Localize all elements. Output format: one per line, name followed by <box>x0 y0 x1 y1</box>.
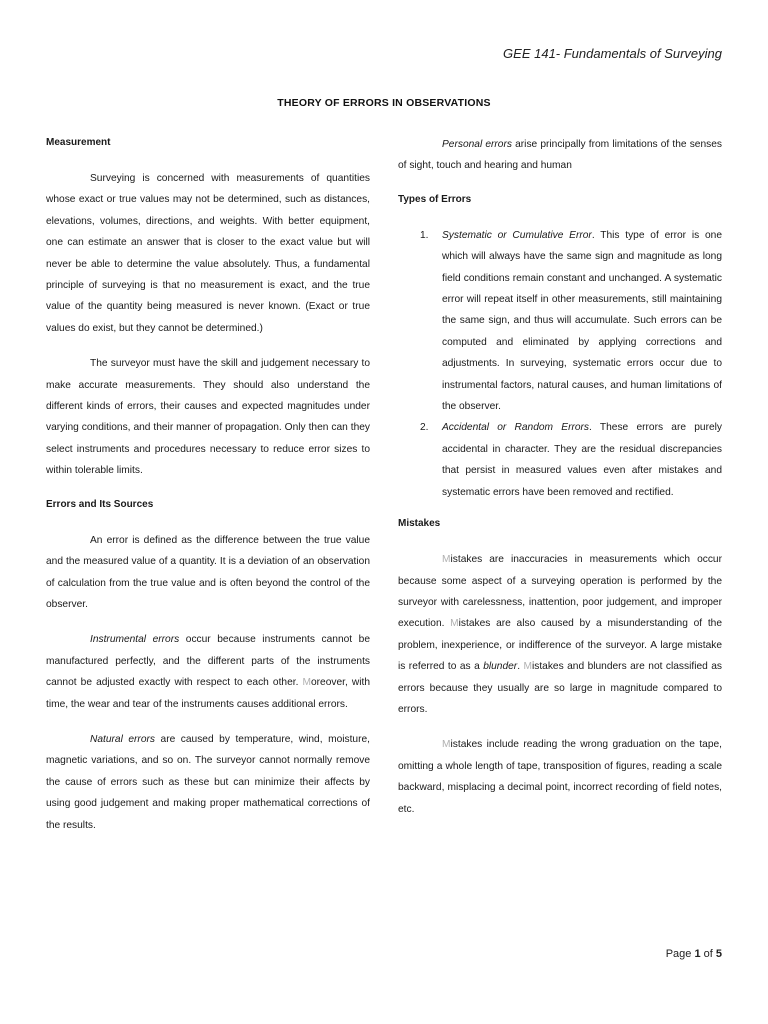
text-span: . These errors are purely accidental in character. They are the residual discrepancies that persist in measured values even after mistakes and systematic errors have been removed and rectified. <box>442 422 722 498</box>
text-span: istakes are inaccuracies in measurements which occur because some aspect of a surveying operation is performed by the surveyor with carelessness, inattention, poor judgement, and improper execution. <box>398 554 722 630</box>
document-title: THEORY OF ERRORS IN OBSERVATIONS <box>277 97 491 109</box>
faded-letter: M <box>442 554 451 566</box>
paragraph-personal-errors <box>398 134 722 177</box>
term-random-errors: Accidental or Random Errors <box>442 422 590 434</box>
faded-letter: M <box>302 677 311 689</box>
heading-measurement: Measurement <box>46 137 111 148</box>
paragraph-mistakes-1 <box>398 549 722 720</box>
list-text <box>442 225 722 418</box>
paragraph-natural-errors <box>46 729 370 836</box>
list-text <box>442 417 722 503</box>
right-column <box>398 134 722 834</box>
text-span: oreover, with time, the wear and tear of the instruments causes additional errors. <box>46 677 370 710</box>
text-span: arise principally from limitations of the senses of sight, touch and hearing and human <box>398 139 722 172</box>
paragraph-error-definition: An error is defined as the difference between the true value and the measured value of a quantity. It is a deviation of an observation of calculation from the true value and is often beyond the control of the observer. <box>46 534 370 610</box>
paragraph-instrumental-errors <box>46 629 370 715</box>
page-header: GEE 141- Fundamentals of Surveying <box>503 46 722 61</box>
list-number: 2. <box>420 422 429 434</box>
text-span: istakes and blunders are not classified as errors because they usually are so large in magnitude compared to errors. <box>398 661 722 715</box>
text-span: . <box>517 661 524 673</box>
faded-letter: M <box>442 739 451 751</box>
heading-mistakes: Mistakes <box>398 518 441 530</box>
heading-types-of-errors: Types of Errors <box>398 193 472 205</box>
faded-letter: M <box>523 661 532 673</box>
term-natural-errors: Natural errors <box>90 733 155 745</box>
term-instrumental-errors: Instrumental errors <box>90 634 180 646</box>
text-span: istakes include reading the wrong graduation on the tape, omitting a whole length of tape, transposition of figures, reading a scale backward, misplacing a decimal point, incorrect recording of field notes, etc. <box>398 739 722 815</box>
page-number <box>666 948 722 960</box>
faded-letter: M <box>450 618 459 630</box>
of-word: of <box>700 948 716 960</box>
text-span: istakes are also caused by a misunderstanding of the problem, inexperience, or indifference of the surveyor. A large mistake is referred to as a <box>398 618 722 673</box>
term-personal-errors: Personal errors <box>442 139 512 150</box>
term-systematic-error: Systematic or Cumulative Error <box>442 229 592 241</box>
text-span: are caused by temperature, wind, moisture, magnetic variations, and so on. The surveyor cannot normally remove the cause of errors such as these but can minimize their affects by using good judgement and making proper mathematical corrections of the results. <box>46 733 370 831</box>
paragraph-mistakes-2 <box>398 734 722 820</box>
paragraph-measurement-1: Surveying is concerned with measurements of quantities whose exact or true values may not be determined, such as distances, elevations, volumes, directions, and weights. With better equipment, one can estimate an answer that is closer to the exact value but will never be able to determine the value absolutely. Thus, a fundamental principle of surveying is that no measurement is exact, and the true value of the quantity being measured is never known. (Exact or true values do exist, but they cannot be determined.) <box>46 173 370 334</box>
list-item <box>398 417 722 503</box>
paragraph-measurement-2: The surveyor must have the skill and judgement necessary to make accurate measurements. They should also understand the different kinds of errors, their causes and expected magnitudes under varying conditions, and their manner of propagation. Only then can they select instruments and procedures necessary to reduce error sizes to within tolerable limits. <box>46 358 370 477</box>
page-word: Page <box>665 948 695 960</box>
heading-errors-sources: Errors and Its Sources <box>46 498 154 510</box>
list-item <box>398 225 722 418</box>
text-span: . This type of error is one which will always have the same sign and magnitude as long field conditions remain constant and unchanged. A systematic error will repeat itself in other measurements, still maintaining the same sign, and thus will accumulate. Such errors can be computed and eliminated by applying corrections and adjustments. In surveying, systematic errors occur due to instrumental factors, natural causes, and human limitations of the observer. <box>442 229 722 413</box>
text-span: occur because instruments cannot be manufactured perfectly, and the different parts of the instruments cannot be adjusted exactly with respect to each other. <box>46 634 370 689</box>
total-pages: 5 <box>715 948 722 960</box>
current-page: 1 <box>694 948 701 960</box>
list-number: 1. <box>420 229 429 241</box>
left-column <box>46 134 370 850</box>
term-blunder: blunder <box>483 661 518 673</box>
types-of-errors-list <box>398 225 722 503</box>
